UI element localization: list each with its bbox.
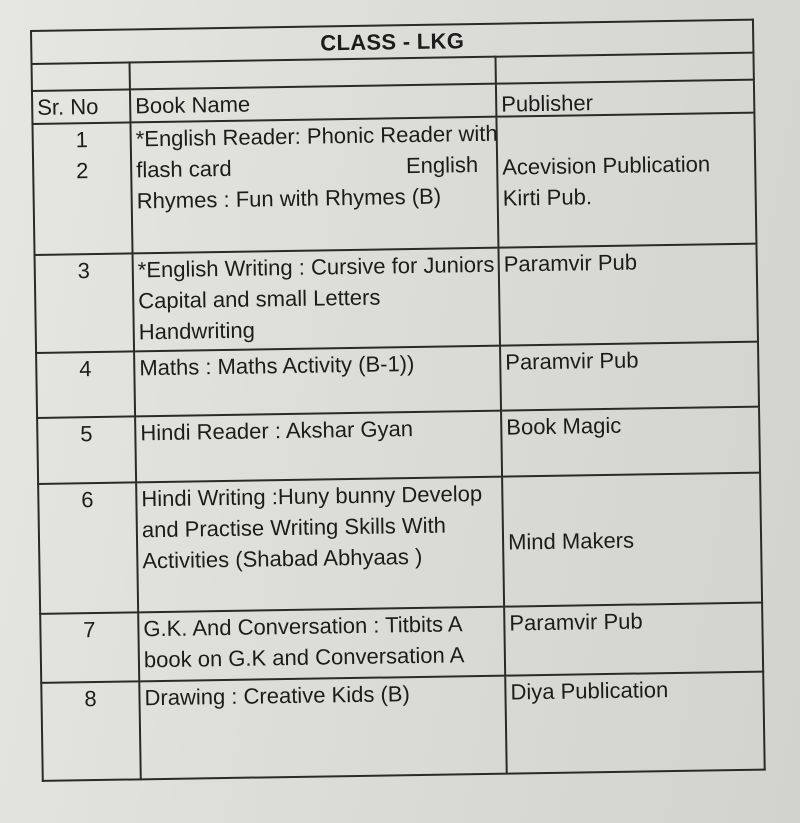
sr-no-cell: 5: [37, 416, 136, 484]
sr-no-cell: 8: [41, 681, 141, 781]
book-name-cell: *English Reader: Phonic Reader with flash card English Rhymes : Fun with Rhymes (B): [130, 117, 498, 253]
publisher-cell: Diya Publication: [505, 671, 765, 774]
publisher-cell: Mind Makers: [502, 472, 762, 607]
book-name-cell: *English Writing : Cursive for Juniors Capital and small Letters Handwriting: [133, 248, 501, 352]
publisher-cell: Paramvir Pub: [498, 243, 758, 345]
book-name-cell: Maths : Maths Activity (B-1)): [134, 346, 501, 416]
book-list-sheet: [30, 19, 764, 782]
table-row: [35, 243, 758, 353]
publisher-cell: Paramvir Pub: [504, 603, 763, 675]
table-row: [41, 671, 764, 781]
publisher-cell: Paramvir Pub: [500, 342, 759, 410]
book-name-cell: Hindi Writing :Huny bunny Develop and Practise Writing Skills With Activities (Shabad Abhyaas ): [136, 476, 504, 612]
header-book-name: Book Name: [130, 84, 496, 123]
class-title: CLASS - LKG: [31, 20, 753, 64]
publisher-cell: Book Magic: [501, 406, 760, 476]
sr-no-cell: 6: [38, 482, 138, 614]
publisher-cell: Acevision Publication Kirti Pub.: [496, 113, 756, 248]
book-name-cell: Drawing : Creative Kids (B): [139, 675, 507, 779]
table-row: [32, 113, 756, 255]
header-publisher: Publisher: [496, 80, 755, 117]
table-row: [36, 342, 759, 418]
book-name-cell: Hindi Reader : Akshar Gyan: [135, 410, 502, 482]
sr-no-cell: 1 2: [32, 123, 132, 255]
sr-no-cell: 7: [40, 613, 139, 683]
sr-no-cell: 4: [36, 352, 135, 418]
sr-no-cell: 3: [35, 253, 135, 353]
table-row: [40, 603, 763, 683]
table-row: [38, 472, 762, 614]
table-row: [37, 406, 760, 484]
book-list-table: [30, 19, 766, 782]
header-sr-no: Sr. No: [32, 90, 131, 125]
book-name-cell: G.K. And Conversation : Titbits A book on G.K and Conversation A: [138, 607, 505, 681]
